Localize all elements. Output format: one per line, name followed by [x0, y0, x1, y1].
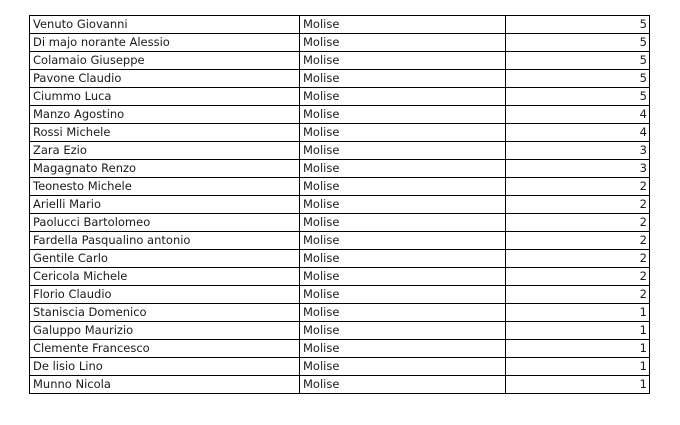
table-row — [30, 178, 650, 196]
cell-count[interactable]: 2 — [506, 250, 650, 268]
cell-region[interactable]: Molise — [300, 106, 506, 124]
cell-count[interactable]: 2 — [506, 196, 650, 214]
cell-name[interactable]: Pavone Claudio — [30, 70, 300, 88]
cell-region[interactable]: Molise — [300, 88, 506, 106]
cell-name[interactable]: Cericola Michele — [30, 268, 300, 286]
table-row — [30, 160, 650, 178]
table-row — [30, 340, 650, 358]
cell-count[interactable]: 3 — [506, 142, 650, 160]
cell-name[interactable]: Arielli Mario — [30, 196, 300, 214]
cell-name[interactable]: Gentile Carlo — [30, 250, 300, 268]
cell-count[interactable]: 1 — [506, 358, 650, 376]
table-row — [30, 124, 650, 142]
cell-region[interactable]: Molise — [300, 124, 506, 142]
cell-region[interactable]: Molise — [300, 142, 506, 160]
cell-region[interactable]: Molise — [300, 34, 506, 52]
table-row — [30, 70, 650, 88]
cell-region[interactable]: Molise — [300, 196, 506, 214]
table-body — [30, 16, 650, 394]
data-table — [29, 15, 650, 394]
cell-count[interactable]: 5 — [506, 88, 650, 106]
cell-name[interactable]: Magagnato Renzo — [30, 160, 300, 178]
cell-name[interactable]: Munno Nicola — [30, 376, 300, 394]
cell-region[interactable]: Molise — [300, 16, 506, 34]
cell-count[interactable]: 4 — [506, 124, 650, 142]
cell-name[interactable]: Zara Ezio — [30, 142, 300, 160]
table-row — [30, 34, 650, 52]
cell-count[interactable]: 5 — [506, 70, 650, 88]
cell-region[interactable]: Molise — [300, 340, 506, 358]
cell-name[interactable]: Colamaio Giuseppe — [30, 52, 300, 70]
table-row — [30, 304, 650, 322]
cell-name[interactable]: Florio Claudio — [30, 286, 300, 304]
table-row — [30, 196, 650, 214]
table-row — [30, 214, 650, 232]
table-row — [30, 232, 650, 250]
cell-region[interactable]: Molise — [300, 286, 506, 304]
cell-name[interactable]: Ciummo Luca — [30, 88, 300, 106]
cell-name[interactable]: De lisio Lino — [30, 358, 300, 376]
table-row — [30, 52, 650, 70]
cell-region[interactable]: Molise — [300, 178, 506, 196]
cell-count[interactable]: 2 — [506, 232, 650, 250]
cell-count[interactable]: 5 — [506, 16, 650, 34]
cell-name[interactable]: Rossi Michele — [30, 124, 300, 142]
cell-count[interactable]: 4 — [506, 106, 650, 124]
cell-count[interactable]: 5 — [506, 52, 650, 70]
table-row — [30, 376, 650, 394]
cell-count[interactable]: 2 — [506, 178, 650, 196]
cell-region[interactable]: Molise — [300, 268, 506, 286]
cell-name[interactable]: Galuppo Maurizio — [30, 322, 300, 340]
cell-region[interactable]: Molise — [300, 232, 506, 250]
cell-count[interactable]: 3 — [506, 160, 650, 178]
cell-region[interactable]: Molise — [300, 376, 506, 394]
cell-region[interactable]: Molise — [300, 304, 506, 322]
cell-name[interactable]: Fardella Pasqualino antonio — [30, 232, 300, 250]
cell-name[interactable]: Clemente Francesco — [30, 340, 300, 358]
cell-region[interactable]: Molise — [300, 250, 506, 268]
table-row — [30, 322, 650, 340]
cell-name[interactable]: Venuto Giovanni — [30, 16, 300, 34]
cell-name[interactable]: Di majo norante Alessio — [30, 34, 300, 52]
cell-region[interactable]: Molise — [300, 52, 506, 70]
cell-name[interactable]: Staniscia Domenico — [30, 304, 300, 322]
cell-name[interactable]: Paolucci Bartolomeo — [30, 214, 300, 232]
cell-count[interactable]: 1 — [506, 376, 650, 394]
spreadsheet — [29, 15, 650, 394]
cell-name[interactable]: Manzo Agostino — [30, 106, 300, 124]
cell-region[interactable]: Molise — [300, 358, 506, 376]
table-row — [30, 250, 650, 268]
cell-count[interactable]: 1 — [506, 340, 650, 358]
cell-count[interactable]: 2 — [506, 268, 650, 286]
cell-region[interactable]: Molise — [300, 214, 506, 232]
table-row — [30, 358, 650, 376]
table-row — [30, 106, 650, 124]
cell-region[interactable]: Molise — [300, 322, 506, 340]
cell-count[interactable]: 1 — [506, 322, 650, 340]
cell-count[interactable]: 5 — [506, 34, 650, 52]
table-row — [30, 16, 650, 34]
table-row — [30, 88, 650, 106]
cell-region[interactable]: Molise — [300, 70, 506, 88]
table-row — [30, 286, 650, 304]
table-row — [30, 268, 650, 286]
cell-region[interactable]: Molise — [300, 160, 506, 178]
cell-count[interactable]: 2 — [506, 214, 650, 232]
cell-count[interactable]: 1 — [506, 304, 650, 322]
cell-count[interactable]: 2 — [506, 286, 650, 304]
table-row — [30, 142, 650, 160]
cell-name[interactable]: Teonesto Michele — [30, 178, 300, 196]
